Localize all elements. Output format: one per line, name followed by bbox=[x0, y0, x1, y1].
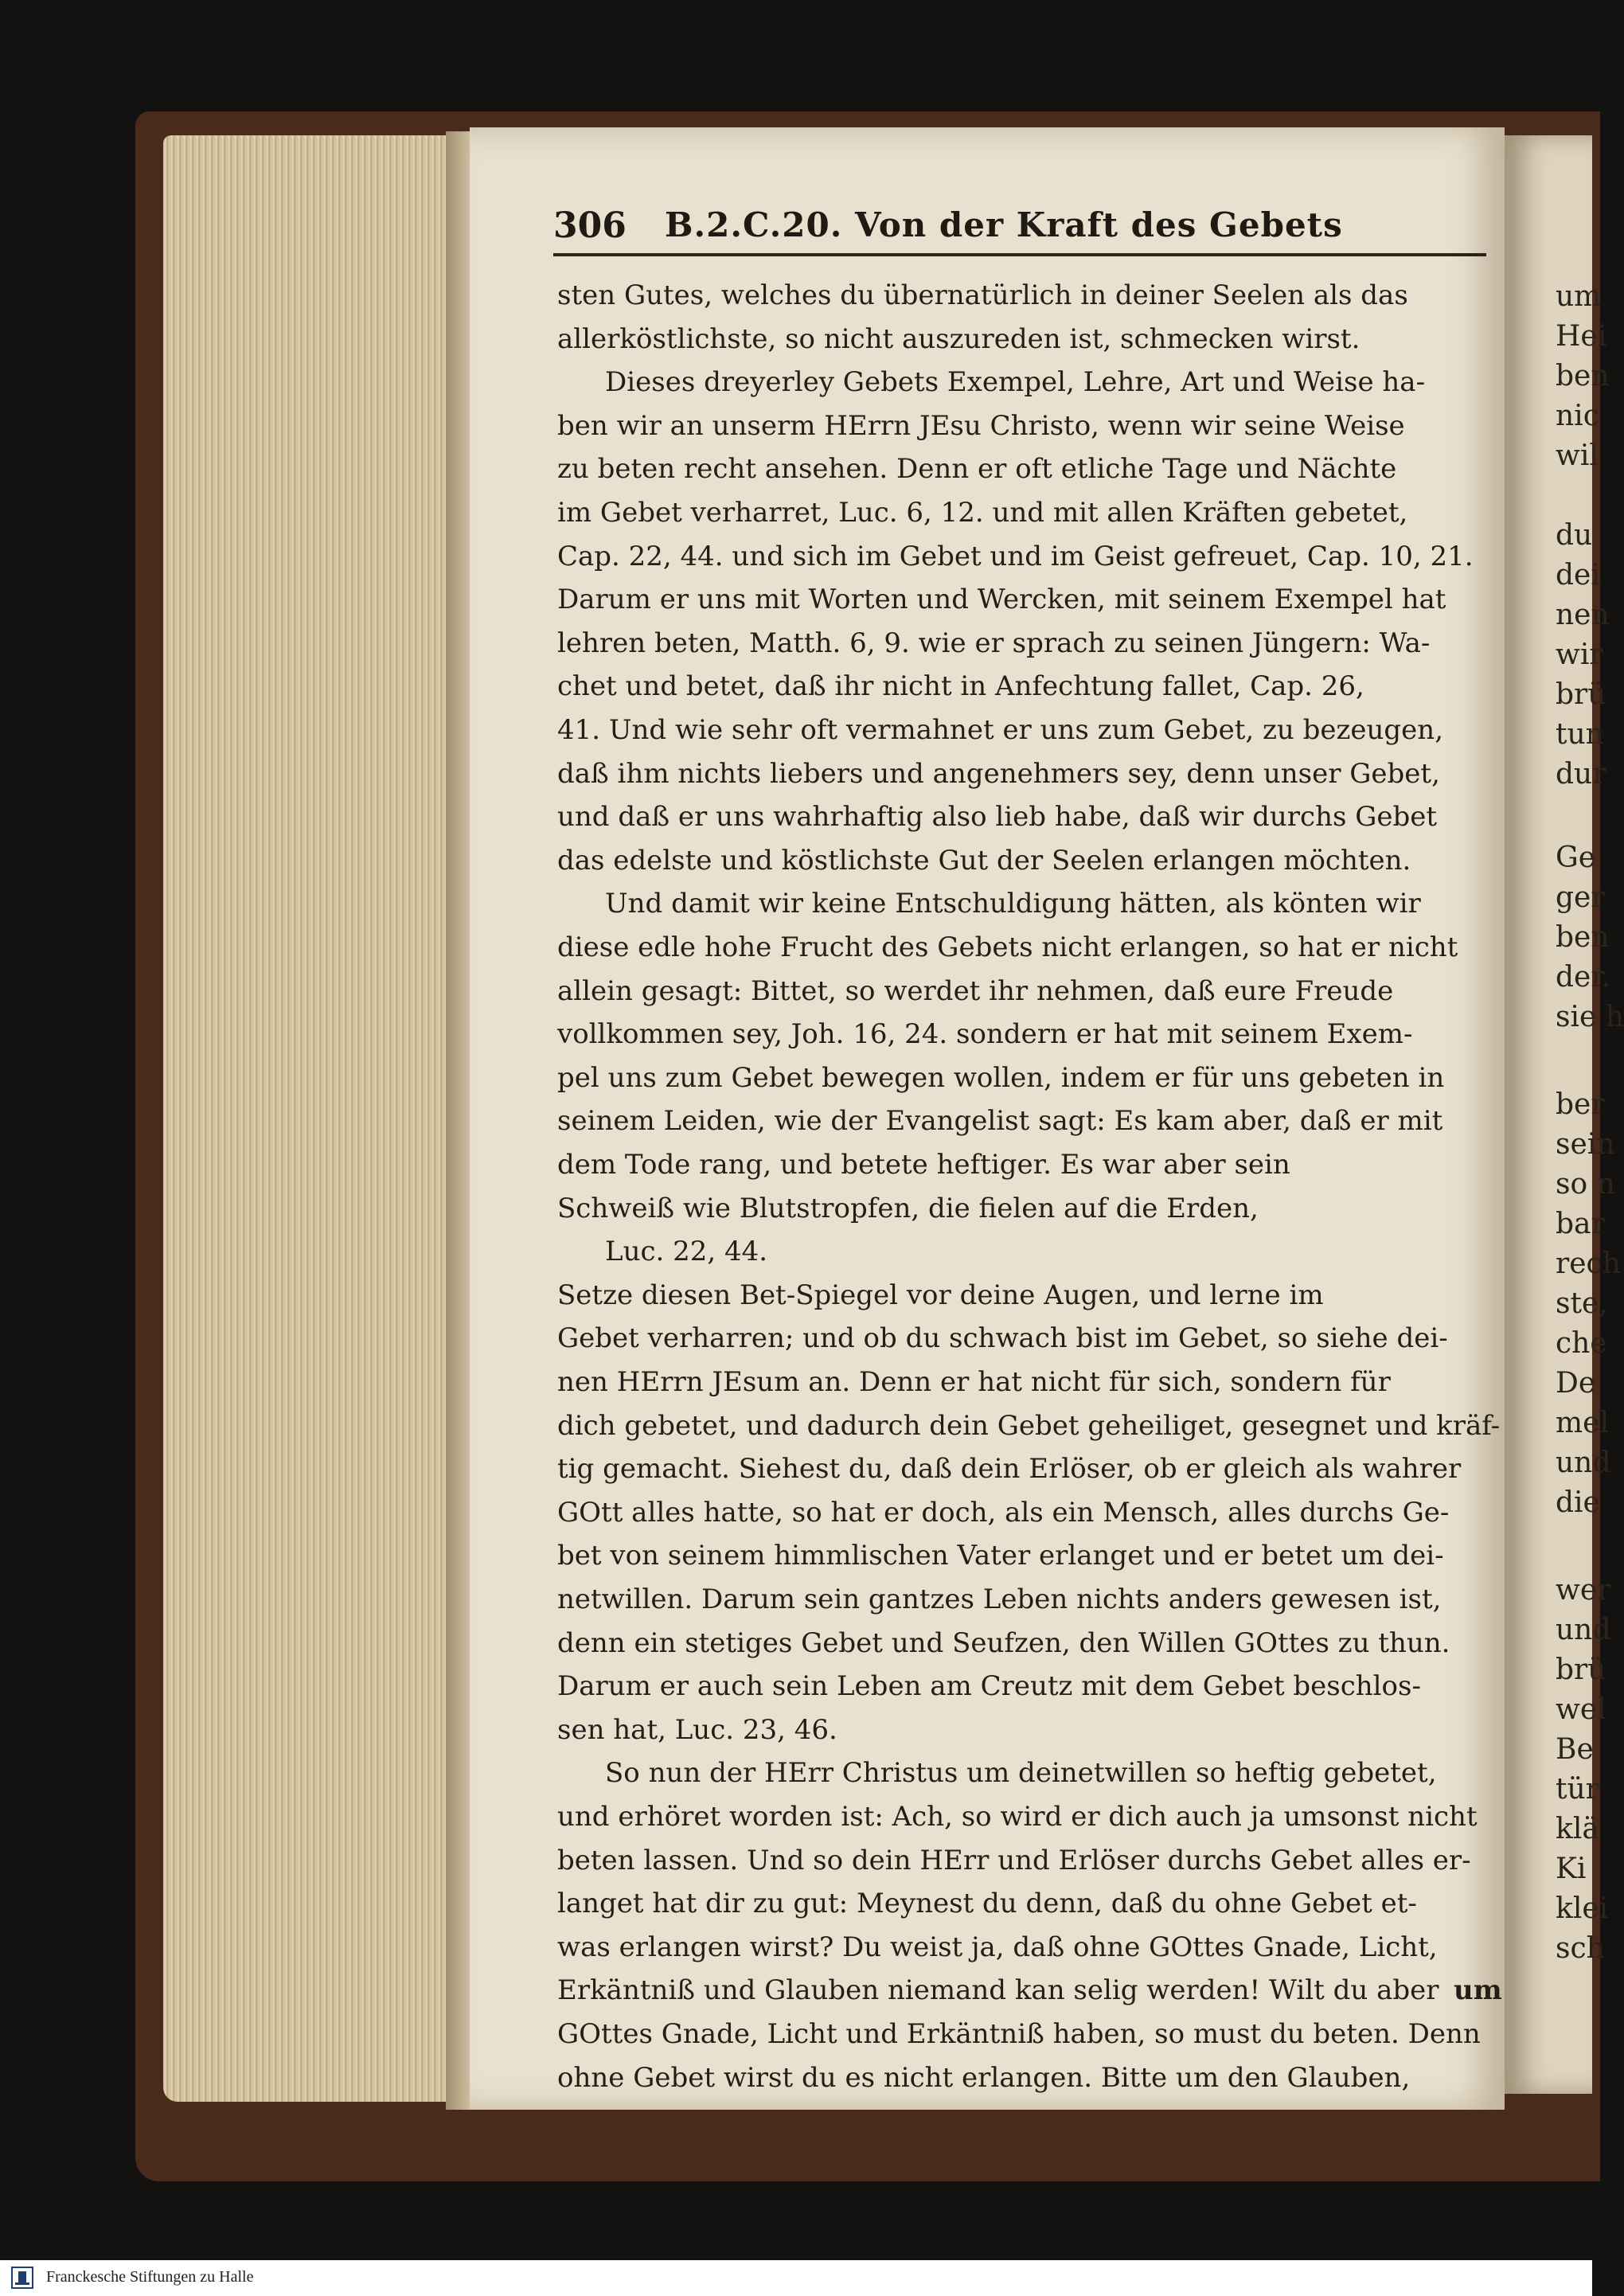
footer-bar bbox=[0, 2260, 1592, 2296]
running-title: B.2.C.20. Von der Kraft des Gebets bbox=[665, 205, 1343, 244]
right-page-fragment: mel bbox=[1556, 1407, 1609, 1439]
institution-logo-icon bbox=[11, 2267, 33, 2289]
text-line: was erlangen wirst? Du weist ja, daß ohne GOttes Gnade, Licht, bbox=[557, 1931, 1438, 1963]
text-line: langet hat dir zu gut: Meynest du denn, daß du ohne Gebet et- bbox=[557, 1888, 1417, 1920]
right-page-fragment: dei bbox=[1556, 559, 1600, 592]
text-line: ohne Gebet wirst du es nicht erlangen. Bitte um den Glauben, bbox=[557, 2061, 1411, 2094]
text-line: zu beten recht ansehen. Denn er oft etliche Tage und Nächte bbox=[557, 453, 1397, 486]
text-line: Gebet verharren; und ob du schwach bist im Gebet, so siehe dei- bbox=[557, 1322, 1448, 1355]
text-line: So nun der HErr Christus um deinetwillen so heftig gebetet, bbox=[605, 1757, 1437, 1790]
text-line: 41. Und wie sehr oft vermahnet er uns zum Gebet, zu bezeugen, bbox=[557, 714, 1444, 746]
header-rule bbox=[553, 253, 1486, 256]
right-page-fragment: nen bbox=[1556, 599, 1610, 631]
text-line: dem Tode rang, und betete heftiger. Es war aber sein bbox=[557, 1149, 1290, 1181]
text-line: Schweiß wie Blutstropfen, die fielen auf die Erden, bbox=[557, 1192, 1259, 1224]
right-page-fragment: ger bbox=[1556, 881, 1605, 914]
right-page-fragment: der. bbox=[1556, 961, 1611, 994]
text-line: Cap. 22, 44. und sich im Gebet und im Geist gefreuet, Cap. 10, 21. bbox=[557, 540, 1474, 572]
text-line: und daß er uns wahrhaftig also lieb habe, daß wir durchs Gebet bbox=[557, 801, 1438, 834]
right-page-fragment: brü bbox=[1556, 1654, 1606, 1686]
text-line: dich gebetet, und dadurch dein Gebet geheiliget, gesegnet und kräf- bbox=[557, 1409, 1501, 1442]
right-page-fragment: und bbox=[1556, 1614, 1611, 1646]
right-page-fragment: so n bbox=[1556, 1168, 1615, 1201]
right-page-fragment: wer bbox=[1556, 1574, 1611, 1607]
right-page-fragment: du bbox=[1556, 519, 1593, 552]
text-line: GOtt alles hatte, so hat er doch, als ein Mensch, alles durchs Ge- bbox=[557, 1496, 1450, 1529]
text-line: diese edle hohe Frucht des Gebets nicht erlangen, so hat er nicht bbox=[557, 931, 1458, 963]
text-line: Dieses dreyerley Gebets Exempel, Lehre, Art und Weise ha- bbox=[605, 366, 1426, 399]
text-line: allein gesagt: Bittet, so werdet ihr nehmen, daß eure Freude bbox=[557, 974, 1394, 1007]
text-line: und erhöret worden ist: Ach, so wird er dich auch ja umsonst nicht bbox=[557, 1801, 1478, 1833]
right-page-fragment: bar bbox=[1556, 1208, 1605, 1240]
right-page-fragment: und bbox=[1556, 1447, 1611, 1479]
right-page-fragment: ben bbox=[1556, 360, 1610, 392]
right-page-fragment: sein bbox=[1556, 1128, 1615, 1161]
right-page-fragment: wir bbox=[1556, 638, 1603, 671]
text-line: pel uns zum Gebet bewegen wollen, indem er für uns gebeten in bbox=[557, 1061, 1445, 1094]
text-line: nen HErrn JEsum an. Denn er hat nicht für sich, sondern für bbox=[557, 1366, 1391, 1398]
text-line: Darum er auch sein Leben am Creutz mit dem Gebet beschlos- bbox=[557, 1670, 1421, 1703]
text-line: das edelste und köstlichste Gut der Seelen erlangen möchten. bbox=[557, 844, 1411, 877]
right-page-fragment: sie h bbox=[1556, 1001, 1624, 1033]
right-page-fragment: rech bbox=[1556, 1248, 1621, 1280]
text-line: Und damit wir keine Entschuldigung hätten, als könten wir bbox=[605, 888, 1421, 920]
right-page-fragment: klä bbox=[1556, 1813, 1599, 1845]
text-line: Setze diesen Bet-Spiegel vor deine Augen, und lerne im bbox=[557, 1279, 1324, 1311]
text-line: Erkäntniß und Glauben niemand kan selig werden! Wilt du aber bbox=[557, 1974, 1439, 2007]
right-page-fragment: ste, bbox=[1556, 1287, 1608, 1320]
text-line: sten Gutes, welches du übernatürlich in deiner Seelen als das bbox=[557, 279, 1408, 311]
right-page-fragment: tun bbox=[1556, 718, 1604, 751]
text-line: Luc. 22, 44. bbox=[605, 1236, 768, 1268]
right-page-fragment: die bbox=[1556, 1486, 1600, 1519]
text-line: lehren beten, Matth. 6, 9. wie er sprach zu seinen Jüngern: Wa- bbox=[557, 627, 1431, 659]
right-page-fragment: Be bbox=[1556, 1733, 1594, 1766]
page-edges bbox=[163, 135, 454, 2102]
text-line: netwillen. Darum sein gantzes Leben nichts anders gewesen ist, bbox=[557, 1583, 1442, 1615]
right-page-fragment: Hei bbox=[1556, 320, 1607, 353]
text-line: tig gemacht. Siehest du, daß dein Erlöser, ob er gleich als wahrer bbox=[557, 1453, 1462, 1486]
right-page-fragment: brü bbox=[1556, 678, 1606, 711]
right-page-fragment: Ki bbox=[1556, 1853, 1587, 1885]
text-line: denn ein stetiges Gebet und Seufzen, den Willen GOttes zu thun. bbox=[557, 1626, 1450, 1659]
right-page-fragment: wel bbox=[1556, 1693, 1606, 1726]
text-line: allerköstlichste, so nicht auszureden ist, schmecken wirst. bbox=[557, 322, 1360, 355]
text-line: Darum er uns mit Worten und Wercken, mit seinem Exempel hat bbox=[557, 584, 1446, 616]
text-line: chet und betet, daß ihr nicht in Anfechtung fallet, Cap. 26, bbox=[557, 670, 1364, 703]
text-line: beten lassen. Und so dein HErr und Erlöser durchs Gebet alles er- bbox=[557, 1844, 1471, 1876]
right-page-fragment: dur bbox=[1556, 758, 1606, 791]
right-page-fragment: ben bbox=[1556, 921, 1610, 954]
page-number: 306 bbox=[553, 205, 627, 246]
right-page-edge bbox=[1505, 135, 1624, 2094]
text-line: sen hat, Luc. 23, 46. bbox=[557, 1713, 837, 1746]
right-page-fragment: De bbox=[1556, 1367, 1596, 1400]
right-page-fragment: ber bbox=[1556, 1088, 1605, 1121]
right-page-fragment: um bbox=[1556, 280, 1602, 313]
text-line: im Gebet verharret, Luc. 6, 12. und mit allen Kräften gebetet, bbox=[557, 497, 1408, 529]
catchword: um bbox=[1454, 1974, 1502, 2006]
right-page-fragment: nic bbox=[1556, 400, 1599, 432]
right-page-fragment: klei bbox=[1556, 1892, 1609, 1925]
right-page-fragment: Ge bbox=[1556, 841, 1596, 874]
text-line: bet von seinem himmlischen Vater erlanget und er betet um dei- bbox=[557, 1540, 1444, 1572]
right-page-fragment: tür bbox=[1556, 1773, 1599, 1806]
text-line: seinem Leiden, wie der Evangelist sagt: Es kam aber, daß er mit bbox=[557, 1105, 1443, 1138]
right-page-fragment: wil bbox=[1556, 439, 1599, 472]
footer-credit: Franckesche Stiftungen zu Halle bbox=[46, 2268, 254, 2286]
text-line: ben wir an unserm HErrn JEsu Christo, wenn wir seine Weise bbox=[557, 409, 1405, 442]
text-line: daß ihm nichts liebers und angenehmers sey, denn unser Gebet, bbox=[557, 757, 1440, 790]
right-page-fragment: che bbox=[1556, 1327, 1607, 1360]
text-line: GOttes Gnade, Licht und Erkäntniß haben, so must du beten. Denn bbox=[557, 2018, 1481, 2050]
right-page-fragment: sch bbox=[1556, 1932, 1605, 1965]
text-line: vollkommen sey, Joh. 16, 24. sondern er hat mit seinem Exem- bbox=[557, 1018, 1413, 1051]
